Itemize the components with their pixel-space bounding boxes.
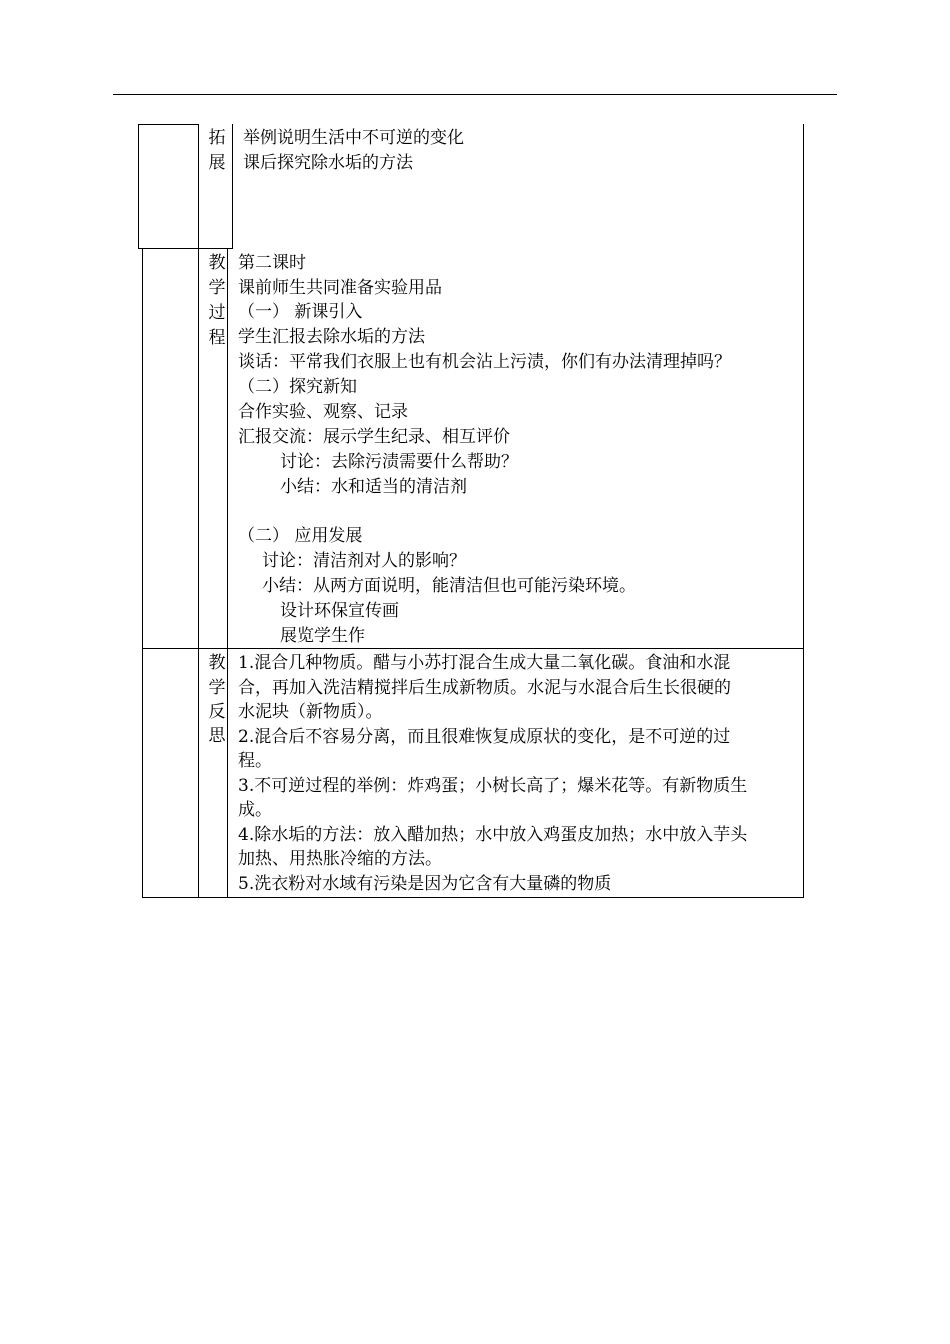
reflection-line: 程。 bbox=[238, 751, 272, 771]
reflection-line: 水泥块（新物质）。 bbox=[238, 702, 383, 722]
reflection-line: 3.不可逆过程的举例：炸鸡蛋；小树长高了；爆米花等。有新物质生 bbox=[238, 775, 748, 796]
header-rule bbox=[113, 94, 837, 95]
reflection-line: 1.混合几种物质。醋与小苏打混合生成大量二氧化碳。食油和水混 bbox=[238, 653, 731, 673]
reflection-line: 5.洗衣粉对水域有污染是因为它含有大量磷的物质 bbox=[238, 873, 612, 894]
reflection-line: 2.混合后不容易分离，而且很难恢复成原状的变化，是不可逆的过 bbox=[238, 726, 731, 747]
reflection-line: 成。 bbox=[238, 800, 272, 820]
reflection-line: 合，再加入洗洁精搅拌后生成新物质。水泥与水混合后生长很硬的 bbox=[238, 677, 731, 698]
reflection-line: 4.除水垢的方法：放入醋加热；水中放入鸡蛋皮加热；水中放入芋头 bbox=[238, 824, 748, 845]
reflection-content bbox=[238, 651, 798, 896]
reflection-line: 加热、用热胀冷缩的方法。 bbox=[238, 849, 442, 869]
